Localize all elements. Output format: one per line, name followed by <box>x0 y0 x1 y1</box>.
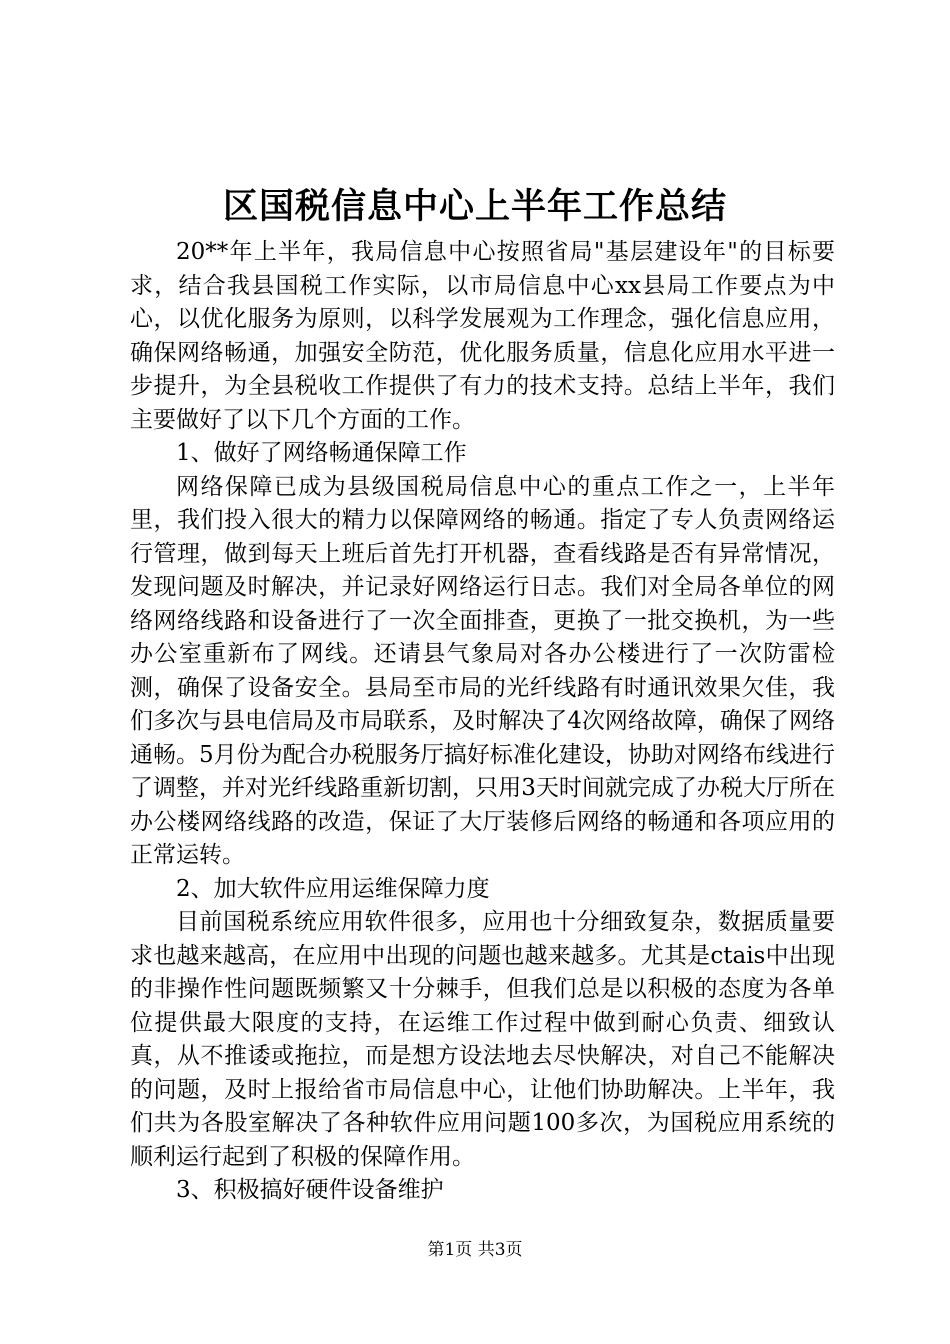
section-1-paragraph: 网络保障已成为县级国税局信息中心的重点工作之一，上半年里，我们投入很大的精力以保障网络的畅通。指定了专人负责网络运行管理，做到每天上班后首先打开机器，查看线路是否有异常情况，发现问题及时解决，并记录好网络运行日志。我们对全局各单位的网络网络线路和设备进行了一次全面排查，更换了一批交换机，为一些办公室重新布了网线。还请县气象局对各办公楼进行了一次防雷检测，确保了设备安全。县局至市局的光纤线路有时通讯效果欠佳，我们多次与县电信局及市局联系，及时解决了4次网络故障，确保了网络通畅。5月份为配合办税服务厅搞好标准化建设，协助对网络布线进行了调整，并对光纤线路重新切割，只用3天时间就完成了办税大厅所在办公楼网络线路的改造，保证了大厅装修后网络的畅通和各项应用的正常运转。 <box>130 473 835 868</box>
document-title: 区国税信息中心上半年工作总结 <box>222 186 727 227</box>
page-footer: 第1页 共3页 <box>427 1240 523 1260</box>
section-heading-1: 1、做好了网络畅通保障工作 <box>176 440 467 466</box>
intro-paragraph: 20**年上半年，我局信息中心按照省局"基层建设年"的目标要求，结合我县国税工作实际，以市局信息中心xx县局工作要点为中心，以优化服务为原则，以科学发展观为工作理念，强化信息应用，确保网络畅通，加强安全防范，优化服务质量，信息化应用水平进一步提升，为全县税收工作提供了有力的技术支持。总结上半年，我们主要做好了以下几个方面的工作。 <box>130 239 835 433</box>
section-heading-2: 2、加大软件应用运维保障力度 <box>176 875 490 902</box>
section-heading-3: 3、积极搞好硬件设备维护 <box>176 1177 444 1203</box>
document-body <box>130 236 835 1208</box>
section-2-paragraph: 目前国税系统应用软件很多，应用也十分细致复杂，数据质量要求也越来越高，在应用中出现的问题也越来越多。尤其是ctais中出现的非操作性问题既频繁又十分棘手，但我们总是以积极的态度为各单位提供最大限度的支持，在运维工作过程中做到耐心负责、细致认真，从不推诿或拖拉，而是想方设法地去尽快解决，对自己不能解决的问题，及时上报给省市局信息中心，让他们协助解决。上半年，我们共为各股室解决了各种软件应用问题100多次，为国税应用系统的顺利运行起到了积极的保障作用。 <box>130 909 835 1170</box>
